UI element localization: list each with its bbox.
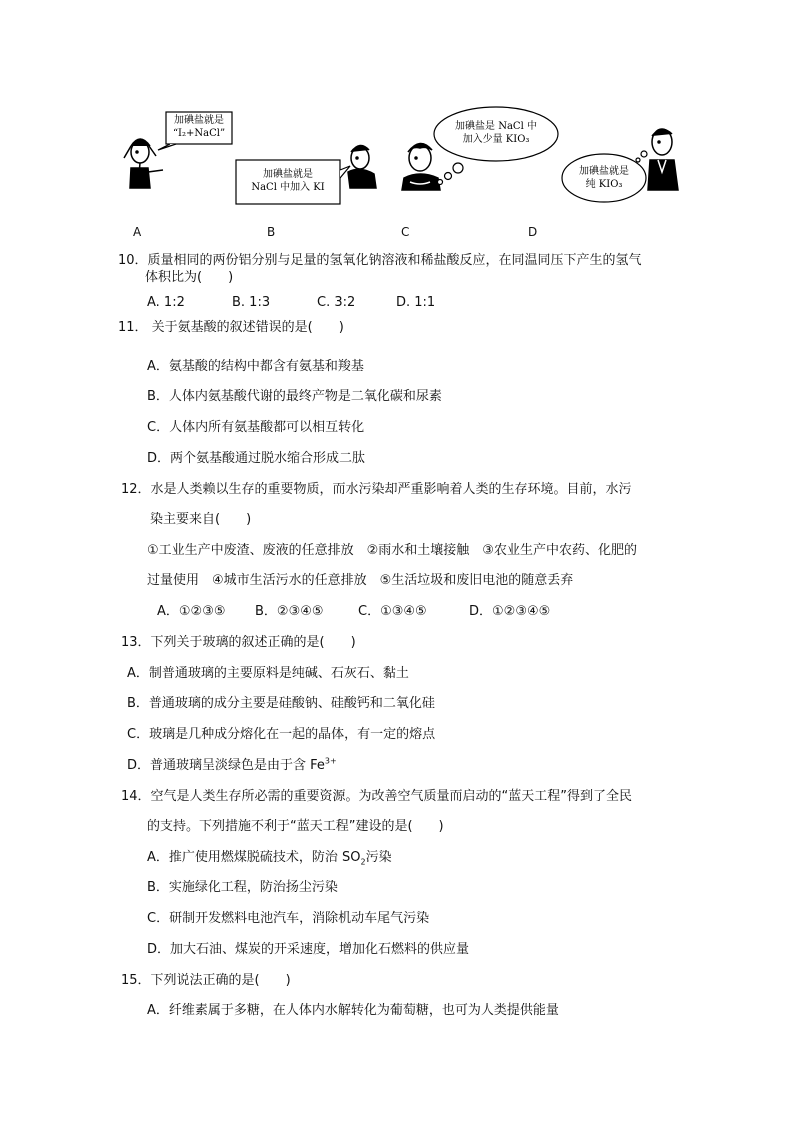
person-d-icon xyxy=(648,129,678,190)
figure-label-b: B xyxy=(267,225,276,239)
q14-option-b: B．实施绿化工程，防治扬尘污染 xyxy=(147,880,338,895)
bubble-c-line2: 加入少量 KIO₃ xyxy=(462,134,530,145)
q10-option-a: A. 1:2 xyxy=(147,295,185,310)
bubble-a-line1: 加碘盐就是 xyxy=(174,115,224,126)
q10-option-d: D. 1:1 xyxy=(396,295,436,310)
q12-option-a: A．①②③⑤ xyxy=(157,604,226,619)
q14-option-a-pre: A．推广使用燃煤脱硫技术，防治 SO xyxy=(147,850,361,865)
q11-option-d: D．两个氨基酸通过脱水缩合形成二肽 xyxy=(147,451,366,466)
bubble-d-line1: 加碘盐就是 xyxy=(579,166,629,177)
q13-stem: 13．下列关于玻璃的叙述正确的是( ) xyxy=(121,635,356,650)
q14-option-a xyxy=(147,849,392,867)
bubble-a-line2: “I₂+NaCl” xyxy=(172,128,226,139)
q14-stem-line1: 14．空气是人类生存所必需的重要资源。为改善空气质量而启动的“蓝天工程”得到了全民 xyxy=(121,789,633,804)
q13-option-c: C．玻璃是几种成分熔化在一起的晶体，有一定的熔点 xyxy=(127,727,436,742)
q12-stem-line2: 染主要来自( ) xyxy=(150,512,252,527)
person-c-icon xyxy=(402,143,440,190)
figure-label-c: C xyxy=(401,225,410,239)
q14-option-a-post: 污染 xyxy=(365,850,392,865)
q10-stem-line2: 体积比为( ) xyxy=(145,270,234,285)
person-b-icon xyxy=(348,145,376,188)
q14-option-d: D．加大石油、煤炭的开采速度，增加化石燃料的供应量 xyxy=(147,942,470,957)
bubble-c-text xyxy=(440,120,552,146)
bubble-b-line1: 加碘盐就是 xyxy=(263,169,313,180)
q14-stem-line2: 的支持。下列措施不利于“蓝天工程”建设的是( ) xyxy=(147,819,444,834)
cartoon-illustration xyxy=(0,0,794,240)
bubble-c-line1: 加碘盐是 NaCl 中 xyxy=(455,121,537,132)
bubble-b-text xyxy=(236,168,340,194)
q11-option-a: A．氨基酸的结构中都含有氨基和羧基 xyxy=(147,359,364,374)
q12-option-b: B．②③④⑤ xyxy=(255,604,324,619)
figure-label-a: A xyxy=(133,225,142,239)
q12-option-c: C．①③④⑤ xyxy=(358,604,427,619)
person-a-icon xyxy=(124,139,163,188)
q13-option-a: A．制普通玻璃的主要原料是纯碱、石灰石、黏土 xyxy=(127,666,409,681)
q15-option-a: A．纤维素属于多糖，在人体内水解转化为葡萄糖，也可为人类提供能量 xyxy=(147,1003,559,1018)
q10-option-c: C. 3:2 xyxy=(317,295,356,310)
q13-fe-charge: 3+ xyxy=(324,756,337,766)
q11-option-c: C．人体内所有氨基酸都可以相互转化 xyxy=(147,420,365,435)
q12-stem-line1: 12．水是人类赖以生存的重要物质，而水污染却严重影响着人类的生存环境。目前，水污 xyxy=(121,482,632,497)
q13-option-d-text: D．普通玻璃呈淡绿色是由于含 Fe xyxy=(127,758,325,773)
q13-option-b: B．普通玻璃的成分主要是硅酸钠、硅酸钙和二氧化硅 xyxy=(127,696,435,711)
bubble-d-line2: 纯 KIO₃ xyxy=(585,179,623,190)
bubble-a-text xyxy=(166,114,232,140)
q14-option-c: C．研制开发燃料电池汽车，消除机动车尾气污染 xyxy=(147,911,430,926)
q12-items-line2: 过量使用 ④城市生活污水的任意排放 ⑤生活垃圾和废旧电池的随意丢弃 xyxy=(147,573,574,588)
q10-option-b: B. 1:3 xyxy=(232,295,271,310)
q13-option-d xyxy=(127,757,337,775)
q11-stem: 11． 关于氨基酸的叙述错误的是( ) xyxy=(118,320,344,335)
q12-items-line1: ①工业生产中废渣、废液的任意排放 ②雨水和土壤接触 ③农业生产中农药、化肥的 xyxy=(147,543,637,558)
bubble-b-line2: NaCl 中加入 KI xyxy=(251,182,325,193)
bubble-d-text xyxy=(566,165,642,191)
q11-option-b: B．人体内氨基酸代谢的最终产物是二氧化碳和尿素 xyxy=(147,389,442,404)
q12-option-d: D．①②③④⑤ xyxy=(469,604,551,619)
q14-so2-subscript: 2 xyxy=(360,857,366,867)
figure-label-d: D xyxy=(528,225,538,239)
q10-stem-line1: 10．质量相同的两份铝分别与足量的氢氧化钠溶液和稀盐酸反应，在同温同压下产生的氢气 xyxy=(118,253,642,268)
q15-stem: 15．下列说法正确的是( ) xyxy=(121,973,291,988)
